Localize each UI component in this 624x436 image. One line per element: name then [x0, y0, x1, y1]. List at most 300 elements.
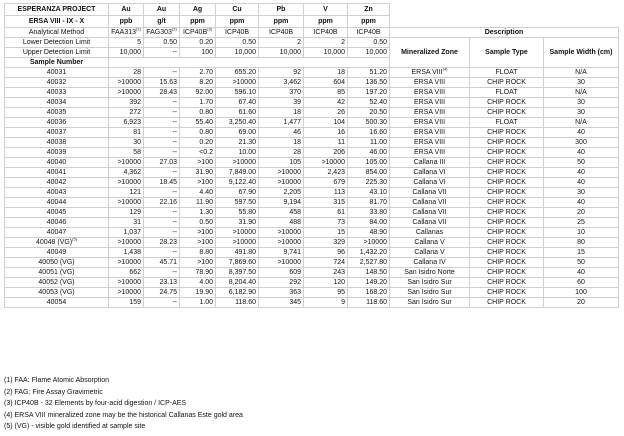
value-v: 2,423	[304, 168, 348, 178]
value-au-gt: --	[144, 248, 180, 258]
value-v: 206	[304, 148, 348, 158]
ldl-zn: 0.50	[348, 38, 390, 48]
mineralized-zone-cell	[390, 128, 470, 138]
value-pb: 2,205	[259, 188, 304, 198]
footnote: (2) FAG: Fire Assay Gravimetric	[4, 388, 103, 396]
sample-type: FLOAT	[470, 118, 544, 128]
value-ag: 1.30	[180, 208, 216, 218]
mineralized-zone: Callana VI	[413, 169, 446, 176]
mineralized-zone-cell	[390, 98, 470, 108]
sample-width: 30	[544, 188, 619, 198]
value-au-ppb: 6,923	[109, 118, 144, 128]
value-zn: 52.40	[348, 98, 390, 108]
value-ag: 2.70	[180, 68, 216, 78]
method-footnote: (2)	[171, 27, 177, 32]
value-zn: 197.20	[348, 88, 390, 98]
value-au-ppb: 28	[109, 68, 144, 78]
value-pb: 46	[259, 128, 304, 138]
value-zn: 500.30	[348, 118, 390, 128]
sample-type: FLOAT	[470, 88, 544, 98]
value-cu: 31.90	[216, 218, 259, 228]
value-cu: >10000	[216, 228, 259, 238]
value-cu: 3,250.40	[216, 118, 259, 128]
analytical-method-label: Analytical Method	[5, 28, 109, 38]
sample-number: 40041	[46, 169, 67, 176]
sample-type: FLOAT	[470, 68, 544, 78]
sample-type: CHIP ROCK	[470, 148, 544, 158]
sample-type: CHIP ROCK	[470, 128, 544, 138]
value-ag: 55.40	[180, 118, 216, 128]
mineralized-zone-cell	[390, 138, 470, 148]
mineralized-zone: San Isidro Norte	[404, 269, 455, 276]
sample-width: 60	[544, 278, 619, 288]
value-au-ppb: 159	[109, 298, 144, 308]
value-v: 724	[304, 258, 348, 268]
sample-number: 40033	[46, 89, 67, 96]
value-au-ppb: 272	[109, 108, 144, 118]
sample-width: 40	[544, 148, 619, 158]
value-v: 95	[304, 288, 348, 298]
header-row-units	[5, 16, 619, 28]
sample-type: CHIP ROCK	[470, 108, 544, 118]
value-zn: 43.10	[348, 188, 390, 198]
value-ag: 8.80	[180, 248, 216, 258]
value-au-ppb: 81	[109, 128, 144, 138]
udl-pb: 10,000	[259, 48, 304, 58]
value-au-ppb: 392	[109, 98, 144, 108]
mineralized-zone-cell	[390, 178, 470, 188]
value-zn: 16.60	[348, 128, 390, 138]
mineralized-zone: Callana VII	[412, 189, 447, 196]
value-au-gt: 24.75	[144, 288, 180, 298]
sample-number: 40051 (VG)	[38, 269, 75, 276]
value-zn: 51.20	[348, 68, 390, 78]
value-pb: 370	[259, 88, 304, 98]
table-row	[5, 208, 619, 218]
sample-number: 40040	[46, 159, 67, 166]
value-pb: 28	[259, 148, 304, 158]
sample-width: 100	[544, 288, 619, 298]
sample-number: 40052 (VG)	[38, 279, 75, 286]
mineralized-zone-cell	[390, 218, 470, 228]
table-row	[5, 148, 619, 158]
value-pb: 1,477	[259, 118, 304, 128]
value-au-ppb: 58	[109, 148, 144, 158]
value-zn: 136.50	[348, 78, 390, 88]
value-ag: >100	[180, 238, 216, 248]
sample-number: 40035	[46, 109, 67, 116]
value-zn: 46.00	[348, 148, 390, 158]
sample-number-cell	[5, 228, 109, 238]
mineralized-zone-header: Mineralized Zone	[390, 38, 470, 68]
sample-footnote: (5)	[72, 237, 78, 242]
sample-width: 40	[544, 168, 619, 178]
sample-type-header: Sample Type	[470, 38, 544, 68]
mineralized-zone-cell	[390, 108, 470, 118]
sample-number-cell	[5, 78, 109, 88]
mineralized-zone-cell	[390, 188, 470, 198]
value-cu: 61.60	[216, 108, 259, 118]
value-pb: 345	[259, 298, 304, 308]
sample-number: 40032	[46, 79, 67, 86]
value-cu: 7,869.60	[216, 258, 259, 268]
sample-width: 15	[544, 248, 619, 258]
sample-number-cell	[5, 158, 109, 168]
mineralized-zone: ERSA VIII	[413, 109, 446, 116]
value-ag: 4.40	[180, 188, 216, 198]
mineralized-zone-cell	[390, 118, 470, 128]
value-zn: 2,527.80	[348, 258, 390, 268]
mineralized-zone: San Isidro Sur	[407, 299, 452, 306]
sample-number: 40047	[46, 229, 67, 236]
value-v: 85	[304, 88, 348, 98]
value-ag: 4.00	[180, 278, 216, 288]
method-pb: ICP40B	[259, 28, 304, 38]
table-row	[5, 198, 619, 208]
method-au-gt	[144, 28, 180, 38]
value-au-ppb: 121	[109, 188, 144, 198]
value-cu: >10000	[216, 238, 259, 248]
value-pb: 458	[259, 208, 304, 218]
value-au-gt: --	[144, 108, 180, 118]
sample-width: 40	[544, 198, 619, 208]
table-row	[5, 68, 619, 78]
value-au-gt: 22.16	[144, 198, 180, 208]
mineralized-zone: ERSA VIII	[413, 119, 446, 126]
method-v: ICP40B	[304, 28, 348, 38]
assay-results-table-container	[4, 3, 618, 308]
value-au-ppb: 30	[109, 138, 144, 148]
table-row	[5, 238, 619, 248]
table-row	[5, 88, 619, 98]
sample-number-cell	[5, 238, 109, 248]
value-zn: 20.50	[348, 108, 390, 118]
ldl-au-gt: 0.50	[144, 38, 180, 48]
sample-width: 10	[544, 228, 619, 238]
sample-number-cell	[5, 298, 109, 308]
udl-cu: 10,000	[216, 48, 259, 58]
sample-type: CHIP ROCK	[470, 238, 544, 248]
table-row	[5, 248, 619, 258]
sample-type: CHIP ROCK	[470, 178, 544, 188]
sample-width: 30	[544, 108, 619, 118]
mineralized-zone: Callana VII	[412, 219, 447, 226]
mineralized-zone: ERSA VIII	[413, 129, 446, 136]
mineralized-zone-cell	[390, 158, 470, 168]
value-ag: >100	[180, 178, 216, 188]
lower-detection-limit-row	[5, 38, 619, 48]
value-v: 9	[304, 298, 348, 308]
value-au-ppb: 662	[109, 268, 144, 278]
value-zn: 105.00	[348, 158, 390, 168]
value-au-ppb: >10000	[109, 78, 144, 88]
value-au-ppb: 4,362	[109, 168, 144, 178]
value-ag: 8.20	[180, 78, 216, 88]
value-v: 15	[304, 228, 348, 238]
value-v: 42	[304, 98, 348, 108]
mineralized-zone-cell	[390, 88, 470, 98]
udl-ag: 100	[180, 48, 216, 58]
value-cu: >10000	[216, 78, 259, 88]
value-pb: 9,741	[259, 248, 304, 258]
mineralized-zone-cell	[390, 68, 470, 78]
value-cu: 655.20	[216, 68, 259, 78]
sample-type: CHIP ROCK	[470, 168, 544, 178]
udl-au-gt: --	[144, 48, 180, 58]
value-pb: 18	[259, 138, 304, 148]
method-ag	[180, 28, 216, 38]
sample-width: 30	[544, 78, 619, 88]
value-au-ppb: >10000	[109, 238, 144, 248]
description-header: Description	[390, 28, 619, 38]
value-au-gt: 28.43	[144, 88, 180, 98]
method-text: FAG303	[146, 29, 172, 36]
mineralized-zone: Callana V	[414, 249, 445, 256]
value-au-gt: --	[144, 128, 180, 138]
ldl-pb: 2	[259, 38, 304, 48]
value-v: >10000	[304, 158, 348, 168]
sample-number: 40038	[46, 139, 67, 146]
mineralized-zone: ERSA VIII	[411, 69, 443, 76]
sample-number: 40048 (VG)	[35, 239, 73, 246]
unit-au-gt: g/t	[144, 16, 180, 28]
value-pb: 488	[259, 218, 304, 228]
sample-number-cell	[5, 258, 109, 268]
sample-number-cell	[5, 128, 109, 138]
assay-results-table	[4, 3, 619, 308]
value-ag: 19.90	[180, 288, 216, 298]
sample-type: CHIP ROCK	[470, 138, 544, 148]
value-v: 96	[304, 248, 348, 258]
value-au-ppb: >10000	[109, 198, 144, 208]
method-text: ICP40B	[182, 29, 208, 36]
sample-type: CHIP ROCK	[470, 158, 544, 168]
value-au-gt: 28.23	[144, 238, 180, 248]
value-au-gt: 45.71	[144, 258, 180, 268]
value-au-gt: 15.63	[144, 78, 180, 88]
sample-number-cell	[5, 208, 109, 218]
method-footnote: (1)	[136, 27, 141, 32]
table-row	[5, 258, 619, 268]
method-cu: ICP40B	[216, 28, 259, 38]
sample-width: N/A	[544, 88, 619, 98]
method-footnote: (3)	[207, 27, 212, 32]
value-au-ppb: >10000	[109, 288, 144, 298]
value-v: 61	[304, 208, 348, 218]
value-au-gt: --	[144, 168, 180, 178]
value-cu: 8,397.50	[216, 268, 259, 278]
col-header-pb: Pb	[259, 4, 304, 16]
footnote: (1) FAA: Flame Atomic Absorption	[4, 377, 110, 384]
sample-width: 25	[544, 218, 619, 228]
table-row	[5, 218, 619, 228]
sample-type: CHIP ROCK	[470, 228, 544, 238]
mineralized-zone-cell	[390, 258, 470, 268]
unit-au-ppb: ppb	[109, 16, 144, 28]
sample-width: N/A	[544, 118, 619, 128]
sample-number: 40039	[46, 149, 67, 156]
sample-type: CHIP ROCK	[470, 278, 544, 288]
value-au-ppb: >10000	[109, 178, 144, 188]
header-row-elements	[5, 4, 619, 16]
value-au-gt: 23.13	[144, 278, 180, 288]
value-v: 26	[304, 108, 348, 118]
value-zn: 1,432.20	[348, 248, 390, 258]
table-row	[5, 98, 619, 108]
value-zn: 81.70	[348, 198, 390, 208]
mineralized-zone: Callana VI	[413, 179, 446, 186]
value-zn: 149.20	[348, 278, 390, 288]
value-pb: >10000	[259, 228, 304, 238]
sample-number-cell	[5, 268, 109, 278]
sample-number-cell	[5, 118, 109, 128]
value-v: 104	[304, 118, 348, 128]
value-pb: 292	[259, 278, 304, 288]
sample-number-cell	[5, 218, 109, 228]
mineralized-zone-cell	[390, 198, 470, 208]
value-pb: 105	[259, 158, 304, 168]
value-cu: 67.40	[216, 98, 259, 108]
value-au-gt: 18.45	[144, 178, 180, 188]
value-pb: 39	[259, 98, 304, 108]
analytical-method-row	[5, 28, 619, 38]
value-v: 315	[304, 198, 348, 208]
value-au-gt: --	[144, 298, 180, 308]
table-row	[5, 188, 619, 198]
value-pb: >10000	[259, 238, 304, 248]
value-au-gt: 27.03	[144, 158, 180, 168]
sample-number-spacer	[109, 58, 390, 68]
value-zn: 118.60	[348, 298, 390, 308]
value-zn: >10000	[348, 238, 390, 248]
project-title	[5, 4, 109, 16]
value-v: 11	[304, 138, 348, 148]
footnote: (5) (VG) - visible gold identified at sample site	[4, 423, 146, 430]
mineralized-zone: Callana V	[414, 239, 445, 246]
mineralized-zone-cell	[390, 248, 470, 258]
table-row	[5, 128, 619, 138]
sample-number-cell	[5, 168, 109, 178]
value-v: 113	[304, 188, 348, 198]
ldl-cu: 0.50	[216, 38, 259, 48]
value-au-ppb: 1,037	[109, 228, 144, 238]
sample-width-header: Sample Width (cm)	[544, 38, 619, 68]
table-row	[5, 158, 619, 168]
sample-width: 30	[544, 98, 619, 108]
sample-type: CHIP ROCK	[470, 298, 544, 308]
value-cu: 8,204.40	[216, 278, 259, 288]
value-zn: 84.00	[348, 218, 390, 228]
sample-width: 40	[544, 268, 619, 278]
col-header-au-gt: Au	[144, 4, 180, 16]
value-zn: 11.00	[348, 138, 390, 148]
col-header-cu: Cu	[216, 4, 259, 16]
sample-type: CHIP ROCK	[470, 208, 544, 218]
mineralized-zone-cell	[390, 288, 470, 298]
value-zn: 33.80	[348, 208, 390, 218]
value-v: 73	[304, 218, 348, 228]
sample-type: CHIP ROCK	[470, 198, 544, 208]
mineralized-zone: ERSA VIII	[413, 149, 446, 156]
sample-number: 40036	[46, 119, 67, 126]
table-row	[5, 178, 619, 188]
unit-pb: ppm	[259, 16, 304, 28]
mineralized-zone: San Isidro Sur	[407, 289, 452, 296]
mineralized-zone: Callana III	[413, 159, 446, 166]
value-cu: 69.00	[216, 128, 259, 138]
mineralized-zone-cell	[390, 278, 470, 288]
sample-number-cell	[5, 108, 109, 118]
sample-number: 40053 (VG)	[38, 289, 75, 296]
value-au-ppb: 31	[109, 218, 144, 228]
value-ag: 1.70	[180, 98, 216, 108]
value-pb: >10000	[259, 168, 304, 178]
sample-number: 40054	[46, 299, 67, 306]
value-v: 120	[304, 278, 348, 288]
mineralized-zone: Callana VII	[412, 199, 447, 206]
value-ag: 0.50	[180, 218, 216, 228]
value-zn: 854.00	[348, 168, 390, 178]
sample-number: 40044	[46, 199, 67, 206]
sample-number: 40046	[46, 219, 67, 226]
table-row	[5, 108, 619, 118]
unit-cu: ppm	[216, 16, 259, 28]
value-zn: 168.20	[348, 288, 390, 298]
value-ag: 0.80	[180, 128, 216, 138]
mineralized-zone-cell	[390, 268, 470, 278]
udl-v: 10,000	[304, 48, 348, 58]
value-pb: 18	[259, 108, 304, 118]
value-cu: 596.10	[216, 88, 259, 98]
unit-v: ppm	[304, 16, 348, 28]
sample-number-cell	[5, 248, 109, 258]
sample-number-header: Sample Number	[5, 58, 109, 68]
value-pb: 363	[259, 288, 304, 298]
value-au-gt: --	[144, 228, 180, 238]
value-cu: 7,849.00	[216, 168, 259, 178]
header-spacer	[390, 16, 619, 28]
col-header-v: V	[304, 4, 348, 16]
sample-number: 40050 (VG)	[38, 259, 75, 266]
ldl-ag: 0.20	[180, 38, 216, 48]
value-au-ppb: 1,438	[109, 248, 144, 258]
table-row	[5, 268, 619, 278]
sample-width: 50	[544, 158, 619, 168]
mineralized-zone: San Isidro Sur	[407, 279, 452, 286]
sample-width: N/A	[544, 68, 619, 78]
value-au-gt: --	[144, 118, 180, 128]
value-cu: 21.30	[216, 138, 259, 148]
value-ag: >100	[180, 228, 216, 238]
sample-width: 40	[544, 128, 619, 138]
sample-number: 40031	[46, 69, 67, 76]
value-cu: 118.60	[216, 298, 259, 308]
ldl-v: 2	[304, 38, 348, 48]
value-cu: >10000	[216, 158, 259, 168]
value-pb: 92	[259, 68, 304, 78]
mineralized-zone-cell	[390, 238, 470, 248]
sample-type: CHIP ROCK	[470, 248, 544, 258]
table-row	[5, 168, 619, 178]
value-au-gt: --	[144, 268, 180, 278]
sample-number-cell	[5, 138, 109, 148]
sample-number: 40037	[46, 129, 67, 136]
value-au-gt: --	[144, 218, 180, 228]
value-v: 16	[304, 128, 348, 138]
value-cu: 9,122.40	[216, 178, 259, 188]
sample-number-cell	[5, 88, 109, 98]
sample-width: 50	[544, 258, 619, 268]
